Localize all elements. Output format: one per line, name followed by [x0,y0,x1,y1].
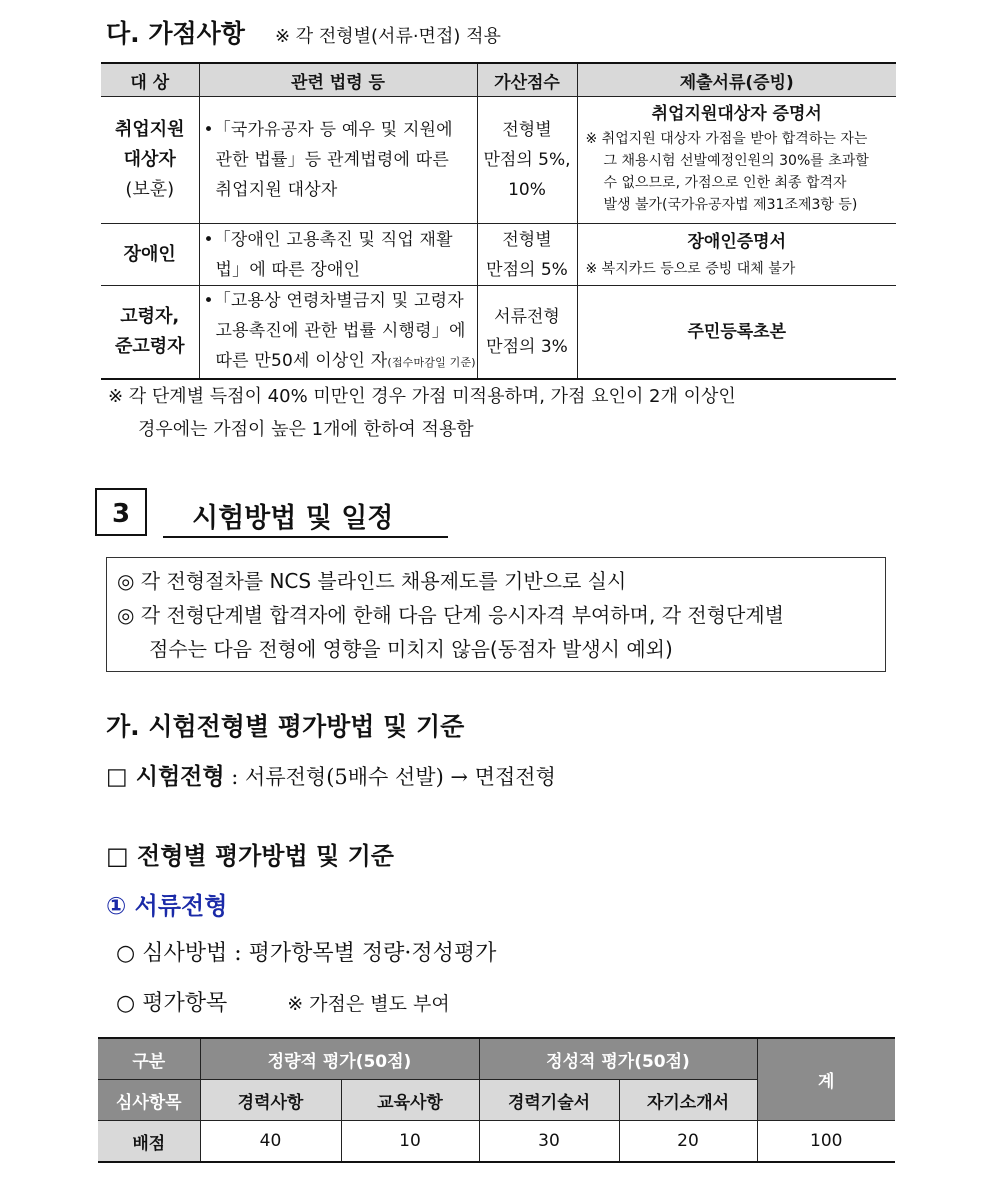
section-da-title: 다. 가점사항 [106,19,245,48]
eval-header-category: 구분 [98,1038,200,1080]
row-score [477,286,577,380]
score-line: 서류전형 [494,307,560,327]
eval-points: 40 [200,1121,341,1163]
row-target [101,286,199,380]
eval-header-qualitative: 정성적 평가(50점) [479,1038,757,1080]
doc-note-line: ※ 복지카드 등으로 증빙 대체 불가 [585,260,796,277]
doc-title: 취업지원대상자 증명서 [651,104,822,124]
eval-points: 10 [341,1121,479,1163]
law-line: •「국가유공자 등 예우 및 지원에 [203,120,453,140]
section-number: 3 [95,488,147,536]
table-row [101,97,896,224]
header-law: 관련 법령 등 [199,63,477,97]
doc-note-line: ※ 취업지원 대상자 가점을 받아 합격하는 자는 [585,131,868,147]
footnote-line: ※ 각 단계별 득점이 40% 미만인 경우 가점 미적용하며, 가점 요인이 2개 이상인 [108,386,736,407]
doc-note [578,128,897,220]
eval-items-note: ※ 가점은 별도 부여 [287,993,450,1015]
method-heading: □ 전형별 평가방법 및 기준 [106,842,394,870]
document-screening-heading: ① 서류전형 [106,892,228,920]
target-line: (보훈) [125,179,175,200]
law-line: 관한 법률」등 관계법령에 따른 [215,150,449,170]
law-line: •「장애인 고용촉진 및 직업 재활 [203,229,453,250]
footnote-line: 경우에는 가점이 높은 1개에 한하여 적용함 [138,419,474,440]
table-row [101,224,896,286]
row-law [199,286,477,380]
target-line: 준고령자 [114,336,185,357]
bonus-table-header [101,63,896,97]
law-line [204,346,477,378]
doc-note-line: 그 채용시험 선발예정인원의 30%를 초과할 [603,153,869,169]
row-docs [577,224,896,286]
notice-line: ◎ 각 전형단계별 합격자에 한해 다음 단계 응시자격 부여하며, 각 전형단계별 [117,603,784,627]
row-law [199,224,477,286]
target-line: 취업지원 [114,119,185,140]
review-method-line: ○ 심사방법 : 평가항목별 정량·정성평가 [116,941,497,966]
table-row [98,1038,895,1080]
exam-process-label: □ 시험전형 [106,764,225,790]
eval-item: 경력기술서 [479,1080,619,1121]
notice-line: 점수는 다음 전형에 영향을 미치지 않음(동점자 발생시 예외) [149,637,673,661]
eval-header-total: 계 [757,1038,895,1121]
header-score: 가산점수 [477,63,577,97]
score-line: 전형별 [502,229,552,250]
eval-item: 교육사항 [341,1080,479,1121]
eval-item: 자기소개서 [619,1080,757,1121]
section-ga-title: 가. 시험전형별 평가방법 및 기준 [106,712,465,741]
section-title-underline [163,536,448,538]
row-law [199,97,477,224]
evaluation-table [98,1037,895,1163]
notice-box [106,557,886,672]
law-line: 법」에 따른 장애인 [215,259,361,280]
table-row [98,1121,895,1163]
law-line-text: 따른 만50세 이상인 자 [215,351,388,371]
eval-items-label: ○ 평가항목 [116,991,228,1016]
section-da-heading [106,14,501,50]
doc-note-line: 발생 불가(국가유공자법 제31조제3항 등) [603,197,858,213]
eval-points: 30 [479,1121,619,1163]
bonus-table [101,62,896,380]
eval-items-line [116,986,450,1017]
header-target: 대 상 [101,63,199,97]
eval-points: 20 [619,1121,757,1163]
score-line: 만점의 5% [486,259,568,280]
table-row [101,286,896,380]
notice-line: ◎ 각 전형절차를 NCS 블라인드 채용제도를 기반으로 실시 [117,569,627,593]
doc-title: 주민등록초본 [687,322,787,342]
row-score [477,97,577,224]
eval-total-points: 100 [757,1121,895,1163]
target-line: 고령자, [120,306,180,327]
eval-header-points: 배점 [98,1121,200,1163]
eval-header-items: 심사항목 [98,1080,200,1121]
doc-title: 장애인증명서 [687,231,787,252]
score-line: 만점의 3% [486,337,568,357]
header-docs: 제출서류(증빙) [577,63,896,97]
law-line: •「고용상 연령차별금지 및 고령자 [203,291,464,311]
exam-process-desc: : 서류전형(5배수 선발) → 면접전형 [224,765,556,789]
target-line: 대상자 [123,149,176,170]
doc-note-line: 수 없으므로, 가점으로 인한 최종 합격자 [603,175,847,191]
law-line: 고용촉진에 관한 법률 시행령」에 [215,321,466,341]
row-score [477,224,577,286]
row-target [101,97,199,224]
score-line: 전형별 [502,120,552,140]
row-docs [577,286,896,380]
target-line: 장애인 [123,243,176,265]
exam-process-line [106,758,556,791]
law-small-note: (접수마감일 기준) [387,356,476,369]
eval-item: 경력사항 [200,1080,341,1121]
row-target [101,224,199,286]
bonus-footnote [108,380,898,446]
section-da-note: ※ 각 전형별(서류·면접) 적용 [274,26,501,47]
score-line: 10% [508,180,546,200]
section-title: 시험방법 및 일정 [192,503,394,534]
score-line: 만점의 5%, [483,150,571,170]
law-line: 취업지원 대상자 [215,180,338,200]
eval-header-quantitative: 정량적 평가(50점) [200,1038,479,1080]
row-docs [577,97,896,224]
